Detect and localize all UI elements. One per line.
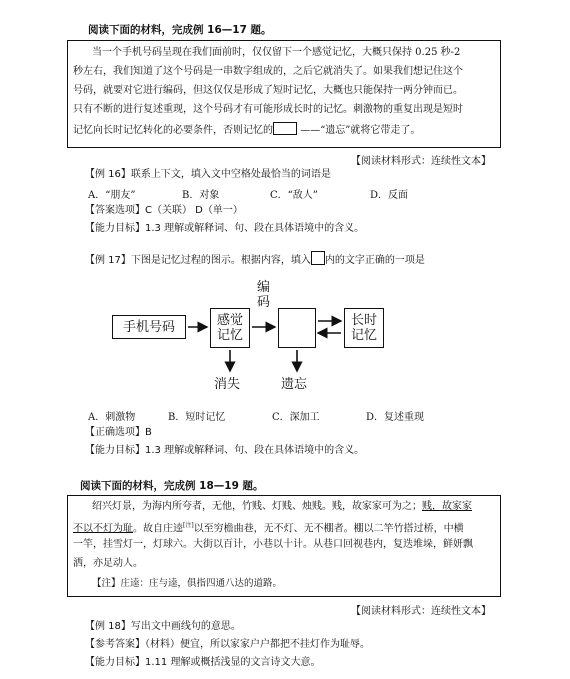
ex16-option-a: A．“朋友” [88, 190, 136, 201]
label-forget: 遗忘 [281, 377, 308, 392]
ex18-question: 【例 18】写出文中画线句的意思。 [85, 621, 241, 632]
form-label-1: 【阅读材料形式：连续性文本】 [351, 156, 491, 167]
note-marker: [注] [183, 522, 194, 529]
passage2-note: 【注】庄逵：庄与逵，俱指四通八达的道路。 [92, 578, 283, 589]
form-label-2: 【阅读材料形式：连续性文本】 [351, 606, 491, 617]
ex18-ability: 【能力目标】1.11 理解或概括浅显的文言诗文大意。 [85, 657, 321, 668]
ex18-reference: 【参考答案】（材料）便宜，所以家家户户都把不挂灯作为耻辱。 [85, 639, 370, 650]
passage-line: 只有不断的进行复述重现，这个号码才有可能形成长时的记忆。刺激物的重复出现是短时 [73, 104, 463, 115]
ex16-option-d: D．反面 [370, 190, 409, 201]
section1-header: 阅读下面的材料，完成例 16—17 题。 [88, 24, 272, 36]
node-long-term-memory: 长时 记忆 [344, 308, 384, 348]
passage2-line: 一竿，挂雪灯一，灯球六。大街以百计，小巷以十计。从巷口回视巷内，复迭堆垛，鲜妍飘 [73, 539, 473, 550]
passage-line: 当一个手机号码呈现在我们面前时，仅仅留下一个感觉记忆，大概只保持 0.25 秒-2 [92, 47, 461, 58]
passage2-line: 洒，亦足动人。 [73, 558, 143, 569]
node-sensory-memory: 感觉 记忆 [210, 308, 250, 348]
ex16-option-c: C．“敌人” [270, 190, 318, 201]
ex17-option-c: C．深加工 [272, 412, 320, 423]
label-fade: 消失 [214, 377, 241, 392]
ex17-option-b: B．短时记忆 [168, 412, 226, 423]
ex16-question: 【例 16】联系上下文，填入文中空格处最恰当的词语是 [85, 169, 331, 180]
passage-line: 秒左右，我们知道了这个号码是一串数字组成的，之后它就消失了。如果我们想记住这个 [73, 66, 463, 77]
ex16-option-b: B．对象 [182, 190, 220, 201]
ex16-ability: 【能力目标】1.3 理解或解释词、句、段在具体语境中的含义。 [85, 223, 365, 234]
ex17-ability: 【能力目标】1.3 理解或解释词、句、段在具体语境中的含义。 [85, 445, 365, 456]
ex17-answer: 【正确选项】B [85, 427, 152, 438]
ex16-answer: 【答案选项】C（关联） D（单一） [85, 205, 243, 216]
ex17-question: 【例 17】下图是记忆过程的图示。根据内容，填入 内的文字正确的一项是 [85, 251, 425, 268]
ex17-option-d: D．复述重现 [366, 412, 425, 423]
passage-line: 号码，就要对它进行编码，但这仅仅是形成了短时记忆，大概也只能保持一两分钟而已。 [73, 85, 463, 96]
label-encode: 编 码 [257, 280, 271, 310]
underlined-sentence-cont: 不以不灯为耻 [73, 523, 133, 535]
underlined-sentence: 贱，故家家 [422, 501, 472, 512]
node-phone-number: 手机号码 [112, 315, 186, 339]
passage-line-last: 记忆向长时记忆转化的必要条件，否则记忆的 ——“遗忘”就将它带走了。 [73, 122, 420, 138]
ex17-option-a: A．刺激物 [88, 412, 136, 423]
passage2-line: 绍兴灯景，为海内所夸者，无他，竹贱、灯贱、烛贱。贱，故家家可为之；贱，故家家 [92, 501, 472, 512]
section2-header: 阅读下面的材料，完成例 18—19 题。 [80, 480, 264, 492]
passage2-line: 不以不灯为耻。故自庄逵[注]以至穷檐曲巷，无不灯、无不棚者。棚以二竿竹搭过桥，中横 [73, 522, 464, 535]
